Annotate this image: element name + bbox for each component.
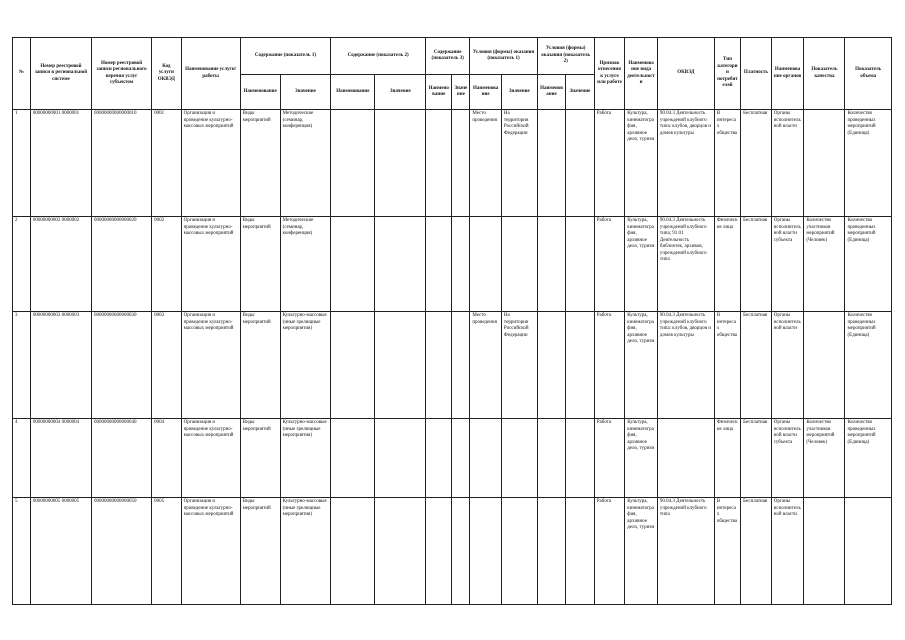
cell-k2-name xyxy=(537,419,565,498)
cell-c3-value xyxy=(452,217,470,312)
cell-c1-name: Виды мероприятий xyxy=(240,312,280,419)
cell-okved: 90.04.3 Деятельность учреждений клубного типа xyxy=(657,498,714,605)
cell-k1-name: Место проведения xyxy=(470,312,502,419)
cell-c1-name: Виды мероприятий xyxy=(240,498,280,605)
cell-name: Организация и проведение культурно-массовых мероприятий xyxy=(181,110,240,217)
cell-reg: 00000000004 0000004 xyxy=(30,419,91,498)
cell-c2-value xyxy=(375,217,426,312)
sub-k1-value: Значение xyxy=(501,75,537,110)
col-base-reg-number: Номер реестровой записи регионального перечня услуг субъектом xyxy=(92,38,152,110)
col-type: Наименование вида деятельности xyxy=(625,38,658,110)
col-cond2: Условия (формы) оказания (показатель 2) xyxy=(537,38,594,75)
cell-k2-value xyxy=(566,498,594,605)
cell-c1-value: Культурно-массовые (иные зрелищные мероприятия) xyxy=(280,312,331,419)
col-content3: Содержание (показатель 3) xyxy=(426,38,470,75)
cell-code: 0004 xyxy=(152,419,182,498)
cell-name: Организация и проведение культурно-массовых мероприятий xyxy=(181,419,240,498)
cell-reg: 00000000003 0000003 xyxy=(30,312,91,419)
cell-type: Культура, кинематография, архивное дело, туризм xyxy=(625,217,658,312)
cell-c3-name xyxy=(426,217,452,312)
col-cond1: Условия (формы) оказания (показатель 1) xyxy=(470,38,537,75)
cell-sign: Работа xyxy=(594,498,625,605)
cell-num: 1 xyxy=(13,110,31,217)
cell-k1-value xyxy=(501,217,537,312)
col-content2: Содержание (показатель 2) xyxy=(331,38,426,75)
cell-fee: Бесплатная xyxy=(741,217,772,312)
cell-base: 00000000000000010 xyxy=(92,110,152,217)
cell-volume: Количество проведенных мероприятий (Единица) xyxy=(845,312,892,419)
cell-sign: Работа xyxy=(594,312,625,419)
col-volume: Показатель объема xyxy=(845,38,892,110)
cell-k1-name xyxy=(470,419,502,498)
cell-c3-value xyxy=(452,110,470,217)
cell-okved xyxy=(657,419,714,498)
cell-quality xyxy=(804,498,845,605)
cell-sign: Работа xyxy=(594,419,625,498)
sub-k1-name: Наименование xyxy=(470,75,502,110)
cell-k1-value: На территории Российской Федерации xyxy=(501,110,537,217)
cell-type: Культура, кинематография, архивное дело, туризм xyxy=(625,312,658,419)
cell-okved: 90.04.3 Деятельность учреждений клубного типа: клубов, дворцов и домов культуры xyxy=(657,110,714,217)
cell-k1-value xyxy=(501,419,537,498)
sub-k2-value: Значение xyxy=(566,75,594,110)
sub-c3-name: Наименование xyxy=(426,75,452,110)
cell-volume xyxy=(845,498,892,605)
cell-name: Организация и проведение культурно-массовых мероприятий xyxy=(181,498,240,605)
cell-quality xyxy=(804,110,845,217)
cell-k2-value xyxy=(566,312,594,419)
cell-k1-name xyxy=(470,498,502,605)
cell-c2-name xyxy=(331,217,375,312)
cell-authorities: Органы исполнительной власти субъекта xyxy=(771,217,804,312)
cell-num: 5 xyxy=(13,498,31,605)
cell-base: 00000000000000030 xyxy=(92,312,152,419)
cell-c3-name xyxy=(426,110,452,217)
sub-c3-value: Значение xyxy=(452,75,470,110)
col-num: № xyxy=(13,38,31,110)
cell-code: 0001 xyxy=(152,110,182,217)
cell-consumers: Физические лица xyxy=(714,217,740,312)
cell-c1-name: Виды мероприятий xyxy=(240,110,280,217)
cell-authorities: Органы исполнительной власти xyxy=(771,312,804,419)
cell-sign: Работа xyxy=(594,217,625,312)
cell-fee: Бесплатная xyxy=(741,419,772,498)
cell-k2-name xyxy=(537,217,565,312)
cell-base: 00000000000000050 xyxy=(92,498,152,605)
cell-okved: 90.04.3 Деятельность учреждений клубного типа; 91.01 Деятельность библиотек, архивов, учреждений клубного типа xyxy=(657,217,714,312)
cell-fee: Бесплатная xyxy=(741,498,772,605)
cell-c2-name xyxy=(331,110,375,217)
cell-reg: 00000000001 0000001 xyxy=(30,110,91,217)
table-row xyxy=(13,312,892,419)
col-authorities: Наименование органов xyxy=(771,38,804,110)
cell-k2-name xyxy=(537,498,565,605)
cell-c3-name xyxy=(426,312,452,419)
cell-c2-name xyxy=(331,419,375,498)
cell-name: Организация и проведение культурно-массовых мероприятий xyxy=(181,312,240,419)
cell-type: Культура, кинематография, архивное дело, туризм xyxy=(625,110,658,217)
cell-quality: Количество участников мероприятий (Человек) xyxy=(804,217,845,312)
cell-volume: Количество проведенных мероприятий (Единица) xyxy=(845,419,892,498)
cell-k2-value xyxy=(566,110,594,217)
cell-consumers: В интересах общества xyxy=(714,312,740,419)
cell-c2-value xyxy=(375,110,426,217)
cell-k2-name xyxy=(537,312,565,419)
col-quality: Показатель качества xyxy=(804,38,845,110)
cell-c3-name xyxy=(426,498,452,605)
cell-okved: 90.04.3 Деятельность учреждений клубного типа: клубов, дворцов и домов культуры xyxy=(657,312,714,419)
cell-c3-value xyxy=(452,419,470,498)
col-code: Код услуги ОКВЭД xyxy=(152,38,182,110)
cell-c3-value xyxy=(452,498,470,605)
cell-base: 00000000000000020 xyxy=(92,217,152,312)
cell-c1-name: Виды мероприятий xyxy=(240,217,280,312)
sub-c2-value: Значение xyxy=(375,75,426,110)
cell-c3-value xyxy=(452,312,470,419)
table-row xyxy=(13,498,892,605)
cell-base: 00000000000000040 xyxy=(92,419,152,498)
cell-c1-name: Виды мероприятий xyxy=(240,419,280,498)
cell-authorities: Органы исполнительной власти субъекта xyxy=(771,419,804,498)
cell-code: 0003 xyxy=(152,312,182,419)
table-row xyxy=(13,217,892,312)
registry-table xyxy=(12,37,892,605)
cell-reg: 00000000005 0000005 xyxy=(30,498,91,605)
cell-c1-value: Методические (семинар, конференция) xyxy=(280,217,331,312)
cell-c3-name xyxy=(426,419,452,498)
cell-num: 4 xyxy=(13,419,31,498)
col-name: Наименование услуги/работы xyxy=(181,38,240,110)
cell-consumers: В интересах общества xyxy=(714,110,740,217)
cell-c2-name xyxy=(331,312,375,419)
cell-k1-name: Место проведения xyxy=(470,110,502,217)
cell-c1-value: Культурно-массовые (иные зрелищные мероприятия) xyxy=(280,498,331,605)
header-row-1 xyxy=(13,38,892,75)
cell-k1-value: На территории Российской Федерации xyxy=(501,312,537,419)
table-row xyxy=(13,110,892,217)
cell-sign: Работа xyxy=(594,110,625,217)
col-okved: ОКВЭД xyxy=(657,38,714,110)
cell-k2-value xyxy=(566,217,594,312)
cell-c1-value: Культурно-массовые (иные зрелищные мероприятия) xyxy=(280,419,331,498)
cell-authorities: Органы исполнительной власти xyxy=(771,498,804,605)
cell-code: 0002 xyxy=(152,217,182,312)
col-consumers: Тип категории потребителей xyxy=(714,38,740,110)
cell-k1-name xyxy=(470,217,502,312)
cell-quality: Количество участников мероприятий (Человек) xyxy=(804,419,845,498)
sub-c1-value: Значение xyxy=(280,75,331,110)
cell-reg: 00000000002 0000002 xyxy=(30,217,91,312)
cell-k1-value xyxy=(501,498,537,605)
cell-fee: Бесплатная xyxy=(741,110,772,217)
cell-fee: Бесплатная xyxy=(741,312,772,419)
sub-c1-name: Наименование xyxy=(240,75,280,110)
cell-consumers: В интересах общества xyxy=(714,498,740,605)
cell-c2-value xyxy=(375,312,426,419)
cell-consumers: Физические лица xyxy=(714,419,740,498)
cell-type: Культура, кинематография, архивное дело, туризм xyxy=(625,419,658,498)
cell-authorities: Органы исполнительной власти xyxy=(771,110,804,217)
cell-volume: Количество проведенных мероприятий (Единица) xyxy=(845,217,892,312)
cell-c1-value: Методические (семинар, конференция) xyxy=(280,110,331,217)
cell-c2-name xyxy=(331,498,375,605)
cell-c2-value xyxy=(375,498,426,605)
col-reg-number: Номер реестровой записи в региональной системе xyxy=(30,38,91,110)
sub-c2-name: Наименование xyxy=(331,75,375,110)
cell-c2-value xyxy=(375,419,426,498)
cell-k2-name xyxy=(537,110,565,217)
sub-k2-name: Наименование xyxy=(537,75,565,110)
cell-k2-value xyxy=(566,419,594,498)
cell-num: 2 xyxy=(13,217,31,312)
col-sign: Признак отнесения к услуге или работе xyxy=(594,38,625,110)
col-content1: Содержание (показатель 1) xyxy=(240,38,331,75)
table-row xyxy=(13,419,892,498)
cell-name: Организация и проведение культурно-массовых мероприятий xyxy=(181,217,240,312)
cell-volume: Количество проведенных мероприятий (Единица) xyxy=(845,110,892,217)
cell-quality xyxy=(804,312,845,419)
col-fee: Платность xyxy=(741,38,772,110)
cell-num: 3 xyxy=(13,312,31,419)
cell-code: 0005 xyxy=(152,498,182,605)
cell-type: Культура, кинематография, архивное дело, туризм xyxy=(625,498,658,605)
